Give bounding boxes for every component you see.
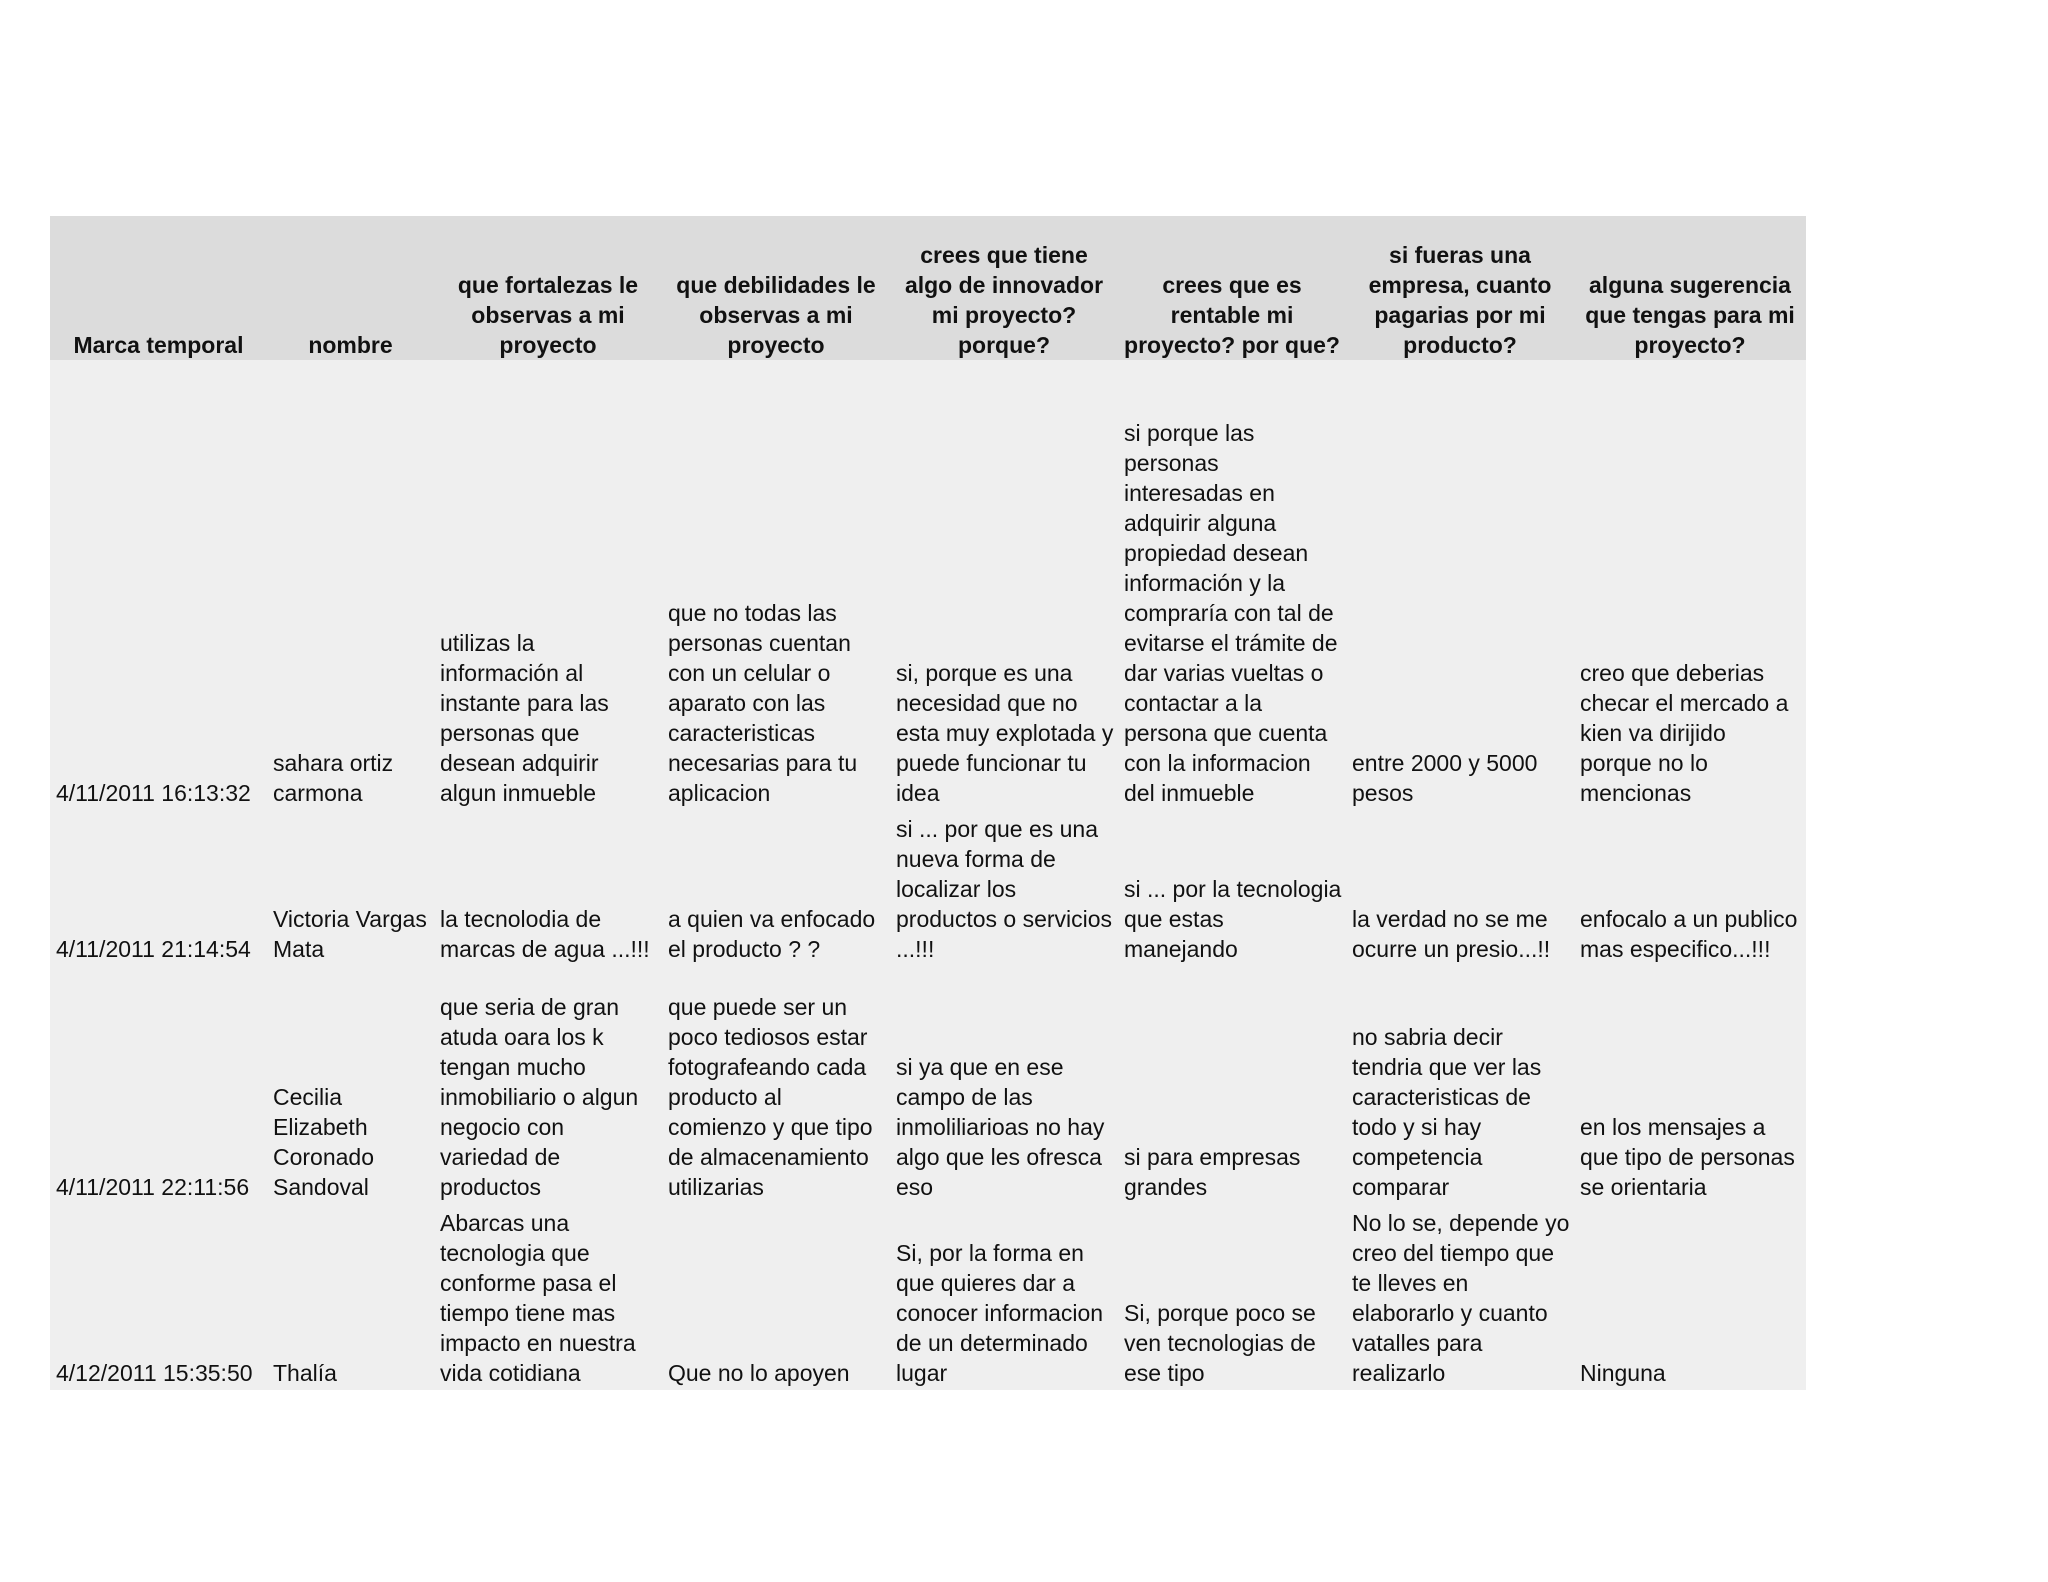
table-row xyxy=(50,814,1806,970)
cell-suggestion: enfocalo a un publico mas especifico...!!! xyxy=(1580,906,1798,962)
cell-strengths: Abarcas una tecnologia que conforme pasa el tiempo tiene mas impacto en nuestra vida cotidiana xyxy=(440,1210,636,1386)
cell-name: Thalía xyxy=(273,1360,337,1386)
cell-innovative: Si, por la forma en que quieres dar a conocer informacion de un determinado lugar xyxy=(896,1240,1104,1386)
cell-strengths: que seria de gran atuda oara los k tengan mucho inmobiliario o algun negocio con variedad de productos xyxy=(440,994,639,1200)
cell-innovative: si ya que en ese campo de las inmoliliarioas no hay algo que les ofresca eso xyxy=(896,1054,1105,1200)
cell-suggestion: en los mensajes a que tipo de personas se orientaria xyxy=(1580,1114,1795,1200)
cell-name: Cecilia Elizabeth Coronado Sandoval xyxy=(273,1084,375,1200)
cell-suggestion: creo que deberias checar el mercado a kien va dirijido porque no lo mencionas xyxy=(1580,660,1789,806)
cell-profitable: Si, porque poco se ven tecnologias de ese tipo xyxy=(1124,1300,1316,1386)
cell-profitable: si ... por la tecnologia que estas manejando xyxy=(1124,876,1342,962)
cell-timestamp: 4/12/2011 15:35:50 xyxy=(56,1360,253,1386)
header-cuanto-pagarias: si fueras una empresa, cuanto pagarias por mi producto? xyxy=(1346,216,1574,360)
cell-price: la verdad no se me ocurre un presio...!! xyxy=(1352,906,1551,962)
cell-price: No lo se, depende yo creo del tiempo que te lleves en elaborarlo y cuanto vatalles para realizarlo xyxy=(1352,1210,1570,1386)
cell-strengths: utilizas la información al instante para las personas que desean adquirir algun inmueble xyxy=(440,630,609,806)
cell-timestamp: 4/11/2011 22:11:56 xyxy=(56,1174,250,1200)
table-row xyxy=(50,360,1806,814)
header-marca-temporal: Marca temporal xyxy=(50,216,267,360)
cell-name: Victoria Vargas Mata xyxy=(273,906,427,962)
cell-price: entre 2000 y 5000 pesos xyxy=(1352,750,1538,806)
cell-price: no sabria decir tendria que ver las caracteristicas de todo y si hay competencia comparar xyxy=(1352,1024,1542,1200)
cell-timestamp: 4/11/2011 21:14:54 xyxy=(56,936,251,962)
header-debilidades: que debilidades le observas a mi proyecto xyxy=(662,216,890,360)
cell-timestamp: 4/11/2011 16:13:32 xyxy=(56,780,251,806)
cell-weaknesses: que no todas las personas cuentan con un celular o aparato con las caracteristicas necesarias para tu aplicacion xyxy=(668,600,858,806)
table-row xyxy=(50,1208,1806,1390)
cell-innovative: si, porque es una necesidad que no esta muy explotada y puede funcionar tu idea xyxy=(896,660,1114,806)
cell-strengths: la tecnolodia de marcas de agua ...!!! xyxy=(440,906,650,962)
cell-weaknesses: a quien va enfocado el producto ? ? xyxy=(668,906,876,962)
cell-weaknesses: Que no lo apoyen xyxy=(668,1360,850,1386)
header-row xyxy=(50,216,1806,360)
survey-table xyxy=(50,216,1806,1390)
cell-profitable: si para empresas grandes xyxy=(1124,1144,1301,1200)
cell-profitable: si porque las personas interesadas en adquirir alguna propiedad desean información y la compraría con tal de evitarse el trámite de dar varias vueltas o contactar a la persona que cuenta con la informacion del inmueble xyxy=(1124,420,1338,806)
cell-name: sahara ortiz carmona xyxy=(273,750,394,806)
cell-suggestion: Ninguna xyxy=(1580,1360,1666,1386)
header-sugerencia: alguna sugerencia que tengas para mi proyecto? xyxy=(1574,216,1806,360)
header-innovador: crees que tiene algo de innovador mi proyecto? porque? xyxy=(890,216,1118,360)
table-row xyxy=(50,970,1806,1208)
cell-weaknesses: que puede ser un poco tediosos estar fotografeando cada producto al comienzo y que tipo de almacenamiento utilizarias xyxy=(668,994,873,1200)
header-rentable: crees que es rentable mi proyecto? por que? xyxy=(1118,216,1346,360)
survey-sheet xyxy=(50,216,1806,1390)
header-fortalezas: que fortalezas le observas a mi proyecto xyxy=(434,216,662,360)
header-nombre: nombre xyxy=(267,216,434,360)
cell-innovative: si ... por que es una nueva forma de localizar los productos o servicios ...!!! xyxy=(896,816,1113,962)
